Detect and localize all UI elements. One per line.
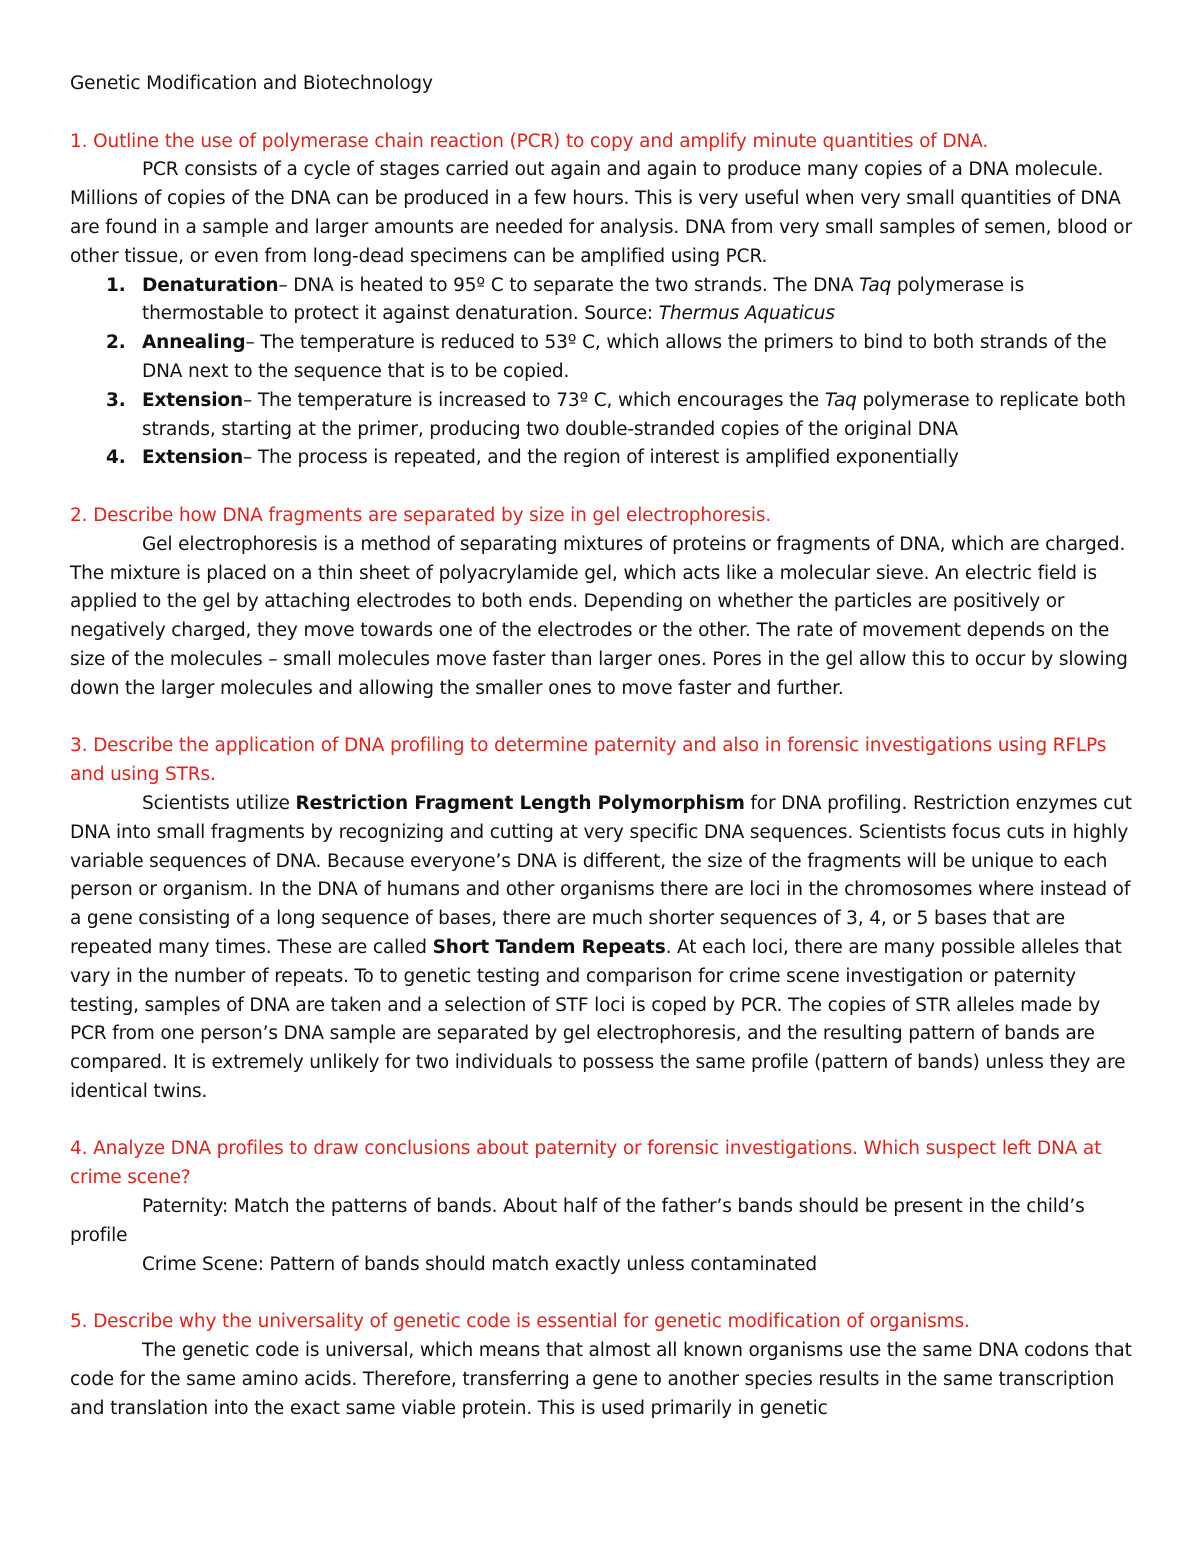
- answer-1-body: PCR consists of a cycle of stages carried out again and again to produce many copies of a DNA molecule. Millions of copies of the DNA can be produced in a few hours. This is very useful when very small quantities of DNA are found in a sample and larger amounts are needed for analysis. DNA from very small samples of semen, blood or other tissue, or even from long-dead specimens can be amplified using PCR.: [70, 159, 1132, 267]
- pcr-step: [106, 272, 1132, 330]
- body-text: for DNA profiling. Restriction enzymes cut DNA into small fragments by recognizing and cutting at very specific DNA sequences. Scientists focus cuts in highly variable sequences of DNA. Because everyone’s DNA is different, the size of the fragments will be unique to each person or organism. In the DNA of humans and other organisms there are loci in the chromosomes where instead of a gene consisting of a long sequence of bases, there are much shorter sequences of 3, 4, or 5 bases that are repeated many times. These are called: [70, 792, 1132, 958]
- step-text: – The temperature is reduced to 53º C, which allows the primers to bind to both strands of the DNA next to the sequence that is to be copied.: [142, 332, 1107, 382]
- pcr-step: [106, 444, 1132, 473]
- section-dna-profiling: [70, 732, 1132, 1106]
- body-text: Scientists utilize: [142, 792, 296, 814]
- question-1: 1. Outline the use of polymerase chain reaction (PCR) to copy and amplify minute quantities of DNA.: [70, 130, 989, 152]
- step-text: – The temperature is increased to 73º C, which encourages the: [243, 389, 825, 411]
- document-title: Genetic Modification and Biotechnology: [70, 73, 433, 94]
- section-analyze-profiles: [70, 1135, 1132, 1279]
- step-text: – The process is repeated, and the region of interest is amplified exponentially: [243, 447, 959, 469]
- pcr-step: [106, 329, 1132, 387]
- step-text: polymerase is thermostable to protect it against denaturation. Source:: [142, 274, 1025, 325]
- step-italic: Taq: [824, 389, 857, 411]
- question-4: 4. Analyze DNA profiles to draw conclusions about paternity or forensic investigations. Which suspect left DNA at crime scene?: [70, 1138, 1102, 1189]
- step-italic: Taq: [859, 274, 892, 296]
- pcr-steps-list: [70, 272, 1132, 474]
- step-number: 3.: [106, 389, 126, 411]
- answer-5-body: The genetic code is universal, which means that almost all known organisms use the same DNA codons that code for the same amino acids. Therefore, transferring a gene to another species results in the same transcription and translation into the exact same viable protein. This is used primarily in genetic: [70, 1340, 1132, 1419]
- pcr-step: [106, 387, 1132, 445]
- question-2: 2. Describe how DNA fragments are separated by size in gel electrophoresis.: [70, 504, 772, 526]
- section-gel-electrophoresis: [70, 502, 1132, 704]
- step-term: Extension: [142, 389, 244, 411]
- answer-4-crime-scene: Crime Scene: Pattern of bands should match exactly unless contaminated: [142, 1253, 818, 1275]
- step-text: – DNA is heated to 95º C to separate the two strands. The DNA: [278, 274, 860, 296]
- step-number: 2.: [106, 332, 126, 354]
- step-number: 4.: [106, 447, 126, 469]
- answer-3-body: [70, 790, 1132, 1107]
- document-page: [70, 70, 1132, 1452]
- answer-4-paternity: Paternity: Match the patterns of bands. About half of the father’s bands should be present in the child’s profile: [70, 1196, 1085, 1246]
- step-text: polymerase to replicate both strands, starting at the primer, producing two double-stranded copies of the original DNA: [142, 389, 1126, 440]
- step-term: Extension: [142, 447, 244, 469]
- question-3: 3. Describe the application of DNA profiling to determine paternity and also in forensic investigations using RFLPs and using STRs.: [70, 735, 1107, 786]
- body-text: . At each loci, there are many possible alleles that vary in the number of repeats. To to genetic testing and comparison for crime scene investigation or paternity testing, samples of DNA are taken and a selection of STF loci is coped by PCR. The copies of STR alleles made by PCR from one person’s DNA sample are separated by gel electrophoresis, and the resulting pattern of bands are compared. It is extremely unlikely for two individuals to possess the same profile (pattern of bands) unless they are identical twins.: [70, 936, 1126, 1102]
- answer-2-body: Gel electrophoresis is a method of separating mixtures of proteins or fragments of DNA, which are charged. The mixture is placed on a thin sheet of polyacrylamide gel, which acts like a molecular sieve. An electric field is applied to the gel by attaching electrodes to both ends. Depending on whether the particles are positively or negatively charged, they move towards one of the electrodes or the other. The rate of movement depends on the size of the molecules – small molecules move faster than larger ones. Pores in the gel allow this to occur by slowing down the larger molecules and allowing the smaller ones to move faster and further.: [70, 533, 1128, 699]
- section-pcr: [70, 128, 1132, 474]
- step-term: Denaturation: [142, 274, 279, 296]
- step-term: Annealing: [142, 332, 246, 354]
- step-italic: Thermus Aquaticus: [658, 303, 835, 325]
- term-rflp: Restriction Fragment Length Polymorphism: [295, 792, 745, 814]
- question-5: 5. Describe why the universality of genetic code is essential for genetic modification of organisms.: [70, 1311, 970, 1333]
- section-universal-code: [70, 1308, 1132, 1423]
- step-number: 1.: [106, 274, 126, 296]
- term-str: Short Tandem Repeats: [432, 936, 666, 958]
